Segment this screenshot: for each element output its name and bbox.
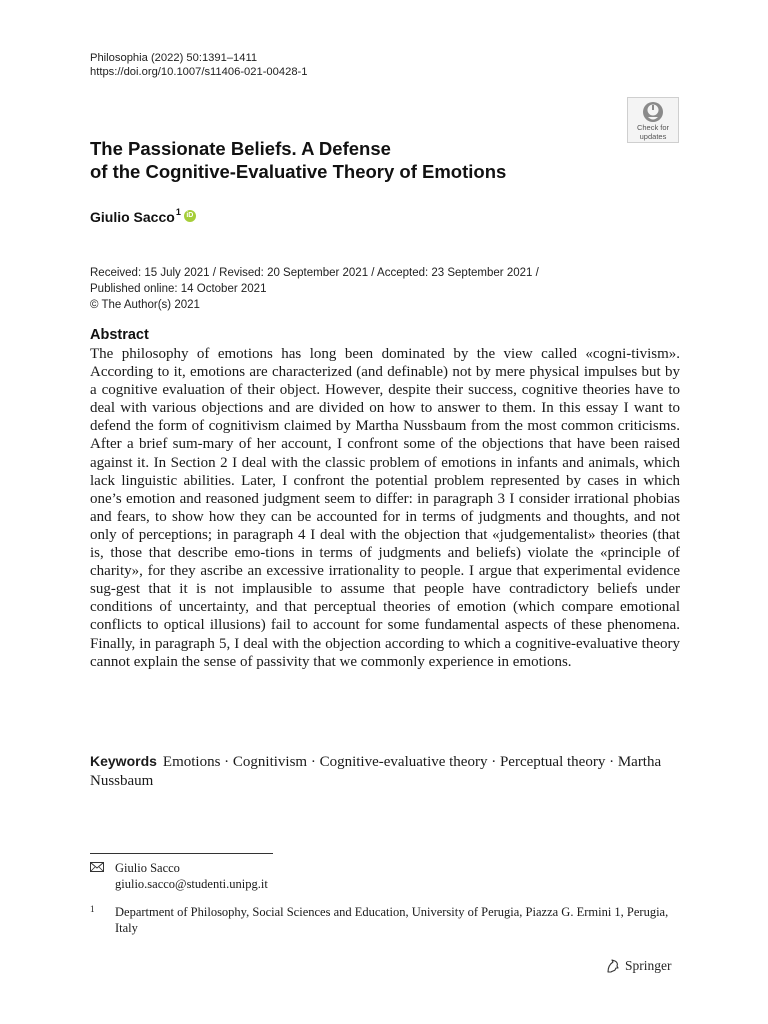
envelope-icon — [90, 862, 104, 872]
springer-horse-icon — [605, 958, 621, 974]
badge-label-line2: updates — [639, 132, 667, 141]
publisher-name: Springer — [625, 958, 672, 973]
abstract-text: The philosophy of emotions has long been dominated by the view called «cogni-tivism». According to it, emotions are characterized (and definable) not by mere physical impulses but by a cognitive evaluation of their object. However, despite their success, cognitive theories have to deal with various objections and are divided on how to answer to them. In this essay I want to defend the form of cognitivism claimed by Martha Nussbaum from the most common criticisms. After a brief sum-mary of her account, I confront some of the objections that have been raised against it. In Section 2 I deal with the classic problem of emotions in infants and animals, which lack linguistic abilities. Later, I confront the potential problem represented by cases in which one’s emotion and reasoned judgment seem to differ: in paragraph 3 I consider irrational phobias and fears, to show how they can be accounted for in terms of judgments and thoughts, and not only of perceptions; in paragraph 4 I deal with the objection that «judgementalist» theories (that is, those that describe emo-tions in terms of judgments and beliefs) violate the «principle of charity», for they ascribe an excessive irrationality to people. I argue that experimental evidence sug-gest that it is not implausible to assume that people have contradictory beliefs under conditions of uncertainty, and that perceptual theories of emotion (which compare emotional conflicts to optical illusions) fail to account for some fundamental aspects of these phenomena. Finally, in paragraph 5, I deal with the objection according to which a cognitive-evaluative theory cannot explain the sense of passivity that we commonly experience in emotions. — [90, 346, 680, 670]
orcid-icon[interactable]: iD — [184, 210, 196, 222]
abstract-heading: Abstract — [90, 327, 149, 343]
doi-link[interactable]: https://doi.org/10.1007/s11406-021-00428-1 — [90, 66, 308, 78]
badge-label-line1: Check for — [636, 123, 670, 132]
affiliation-text: Department of Philosophy, Social Sciences and Education, University of Perugia, Piazza G. Ermini 1, Perugia, Italy — [115, 905, 669, 935]
title-line-2: of the Cognitive-Evaluative Theory of Emotions — [90, 161, 507, 182]
check-for-updates-icon — [642, 101, 664, 123]
affiliation-number: 1 — [90, 904, 95, 914]
keywords-list: Emotions · Cognitivism · Cognitive-evaluative theory · Perceptual theory · Martha Nussbaum — [90, 754, 662, 789]
copyright-notice: © The Author(s) 2021 — [90, 299, 200, 311]
keywords-section — [90, 752, 680, 791]
keywords-label: Keywords — [90, 753, 157, 769]
article-title — [90, 137, 650, 183]
affiliation-mark: 1 — [175, 207, 181, 217]
footnote-divider — [90, 853, 273, 854]
author-name[interactable]: Giulio Sacco — [90, 209, 175, 225]
publisher-logo — [605, 958, 672, 974]
author-line — [90, 208, 196, 226]
corresponding-author-name: Giulio Sacco — [115, 861, 180, 875]
date-published: Published online: 14 October 2021 — [90, 283, 267, 295]
corresponding-author-email[interactable]: giulio.sacco@studenti.unipg.it — [115, 877, 268, 891]
journal-reference: Philosophia (2022) 50:1391–1411 — [90, 52, 258, 64]
title-line-1: The Passionate Beliefs. A Defense — [90, 138, 391, 159]
dates-received-revised-accepted: Received: 15 July 2021 / Revised: 20 September 2021 / Accepted: 23 September 2021 / — [90, 267, 539, 279]
